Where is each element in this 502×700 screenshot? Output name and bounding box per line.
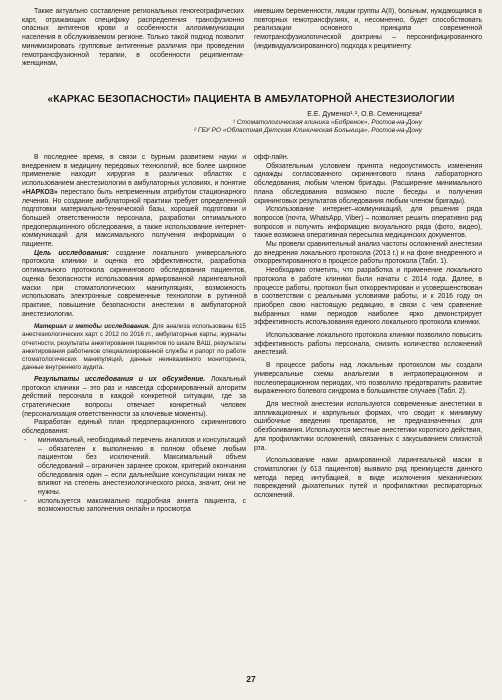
aim-heading: Цель исследования: bbox=[34, 249, 109, 257]
methods-heading: Материал и методы исследования. bbox=[34, 323, 150, 331]
paragraph-efficiency: Использование локального протокола клиники позволило повысить эффективность работы персонала, снизить количество осложнений анестезий. bbox=[254, 332, 482, 357]
paragraph-laryngeal-mask: Использование нами армированной ларингеальной маски в стоматологии (у 613 пациентов) выявило ряд преимуществ данного метода перед интубацией, в виде исключения механических повреждений дыхательных путей и профилактики респираторных осложнений. bbox=[254, 457, 482, 500]
article-header bbox=[20, 94, 482, 135]
affiliation-1: ¹ Стоматологическая клиника «Бобренок», Ростов-на-Дону bbox=[232, 119, 422, 126]
intro-text-2: перестало быть непременным атрибутом стационарного лечения. Но создание амбулаторной практики требует определенной подготовки материально-технической базы, хорошей подготовки и большей ответственности персонала, разработки оптимального предоперационного обследования, а также использование интернет-коммуникаций для максимального получения информации о пациенте. bbox=[22, 188, 246, 249]
article-title: «КАРКАС БЕЗОПАСНОСТИ» ПАЦИЕНТА В АМБУЛАТОРНОЙ АНЕСТЕЗИОЛОГИИ bbox=[47, 94, 455, 105]
paragraph-internet: Использование интернет–коммуникаций, для решения ряда вопросов (почта, WhatsApp, Viber) – позволяет решить оперативно ряд вопросов и получить информацию визуального ряда (фото, видео), также возможна оперативная пересылка медицинских документов. bbox=[254, 206, 482, 240]
article-left-column bbox=[22, 154, 246, 515]
paragraph-methods bbox=[22, 323, 246, 372]
paragraph-screening-rule: Обязательным условием принята недопустимость изменения однажды согласованного скринингового плана лабораторного обследования, любым членом бригады. (Расширение минимального плана обследования возможно после беседы и получения скрининговых результатов обследования любым членом бригады). bbox=[254, 162, 482, 205]
paragraph-local-anesthesia: Для местной анестезии используются современные анестетики в аппликационных и карпульных формах, что сводит к минимуму ошибочные введения препаратов, не предназначенных для обезболивания. Используются местные анестетики короткого действия, для профилактики осложнений, связанных с закусыванием слизистой рта. bbox=[254, 400, 482, 452]
previous-article-text-right: имевшим беременности, лицам группы A(II), больным, нуждающимся в повторных гемотрансфузиях, и, несомненно, будет способствовать реализации основного принципа современной гемотрансфузиологической доктрины – персонифицированного (индивидуализированного) подхода к реципиенту. bbox=[254, 8, 482, 50]
paragraph-aim bbox=[22, 250, 246, 320]
article-authors: Е.Е. Думенко¹˒², О.В. Семенищева² bbox=[307, 111, 422, 118]
list-item: - используется максимально подробная анкета пациента, с возможностью заполнения онлайн и просмотра bbox=[24, 497, 246, 514]
page-number: 27 bbox=[246, 674, 256, 684]
previous-article-left-column bbox=[22, 8, 244, 69]
paragraph-analgesia: В процессе работы над локальным протоколом мы создали универсальные схемы анальгезии в интраоперационном и послеоперационном периодах, что позволило предотвратить развитие выраженного болевого синдрома в большинстве случаев (Табл. 2). bbox=[254, 362, 482, 396]
previous-article-text-left: Также актуально составление региональных геногеографических карт, отражающих специфику распределения трансфузионно опасных антигенов крови и особенности аллоиммунизации населения в обслуживаемом регионе. Только такой подход позволит минимизировать групповые антигенные различия при проведении гемотрансфузионной терапии, в особенности реципиентам-женщинам, bbox=[22, 8, 244, 68]
paragraph-offline: офф-лайн. bbox=[254, 154, 289, 161]
list-item-text: используется максимально подробная анкета пациента, с возможностью заполнения онлайн и просмотра bbox=[38, 497, 246, 514]
previous-article-right-column bbox=[254, 8, 482, 52]
paragraph-protocol-history: Необходимо отметить, что разработка и применение локального протокола в работе клиники были начаты с 2014 года. Далее, в процессе работы, протокол был откорректирован и усовершенствован в соответствии с реальными условиями работы, и к 2016 году он приобрел свою настоящую редакцию, в связи с чем сравнение выбранных нами периодов наиболее ярко демонстрирует эффективность использования единого локального протокола клиники. bbox=[254, 267, 482, 327]
paragraph-screening-plan: Разработан единый план предоперационного скринингового обследования: bbox=[22, 419, 246, 436]
list-item: - минимальный, необходимый перечень анализов и консультаций – обязателен к выполнению в полном объеме любым пациентом без исключений. Максимальный объем обследований – ограничен заранее сроком, критерий окончания обследования один – если дальнейшие консультации никак не влияют на степень анестезиологического риска, значит, они не нужны. bbox=[24, 436, 246, 497]
aim-text: создание локального универсального протокола клиники и оценка его эффективности, разработка оптимального протокола скринингового обследования пациентов, оценка безопасности использования армированной ларингеальной маски при стоматологических манипуляциях, возможность использовать электронные современные технологии в рутинной практике, повышение безопасности анестезии в амбулаторной анестезиологии. bbox=[22, 249, 246, 318]
screening-list bbox=[22, 437, 246, 515]
results-text: Локальный протокол клиники – это раз и навсегда сформированный алгоритм действий персонала в каждой конкретной ситуации, где за стратегические вопросы отвечает конкретный человек (персонализация ответственности за ключевые моменты). bbox=[22, 375, 246, 418]
paragraph-results bbox=[22, 376, 246, 420]
paragraph-introduction bbox=[22, 154, 246, 250]
paragraph-comparison: Мы провели сравнительный анализ частоты осложнений анестезии до внедрения локального протокола (2013 г.) и на фоне внедренного и откорректированного в процессе работы протокола (Табл. 1). bbox=[254, 241, 482, 266]
article-right-column bbox=[254, 154, 482, 501]
intro-text-1: В последнее время, в связи с бурным развитием науки и внедрением в медицину передовых технологий, все более широкое применение находит хирургия в различных областях с использованием анестезиологии в амбулаторных условиях, и понятие bbox=[22, 154, 246, 188]
affiliation-2: ² ГБУ РО «Областная Детская Клиническая Больница», Ростов-на-Дону bbox=[193, 127, 422, 135]
intro-keyword: «НАРКОЗ» bbox=[22, 188, 58, 196]
list-item-text: минимальный, необходимый перечень анализов и консультаций – обязателен к выполнению в полном объеме любым пациентом без исключений. Максимальный объем обследований – ограничен заранее сроком, критерий окончания обследования один – если дальнейшие консультации никак не влияют на степень анестезиологического риска, значит, они не нужны. bbox=[38, 436, 246, 497]
results-heading: Результаты исследования и их обсуждение. bbox=[34, 375, 206, 383]
methods-text: Для анализа использованы 615 анестезиологических карт с 2012 по 2016 гг., амбулаторные карты, журналы отчетности, результаты анкетирования пациентов по шкале ВАШ, результаты анкетирования работников специализированной службы и рапорт по работе стоматологических манипуляций, данные неинвазивного мониторинга, данные внутреннего аудита. bbox=[22, 323, 246, 371]
